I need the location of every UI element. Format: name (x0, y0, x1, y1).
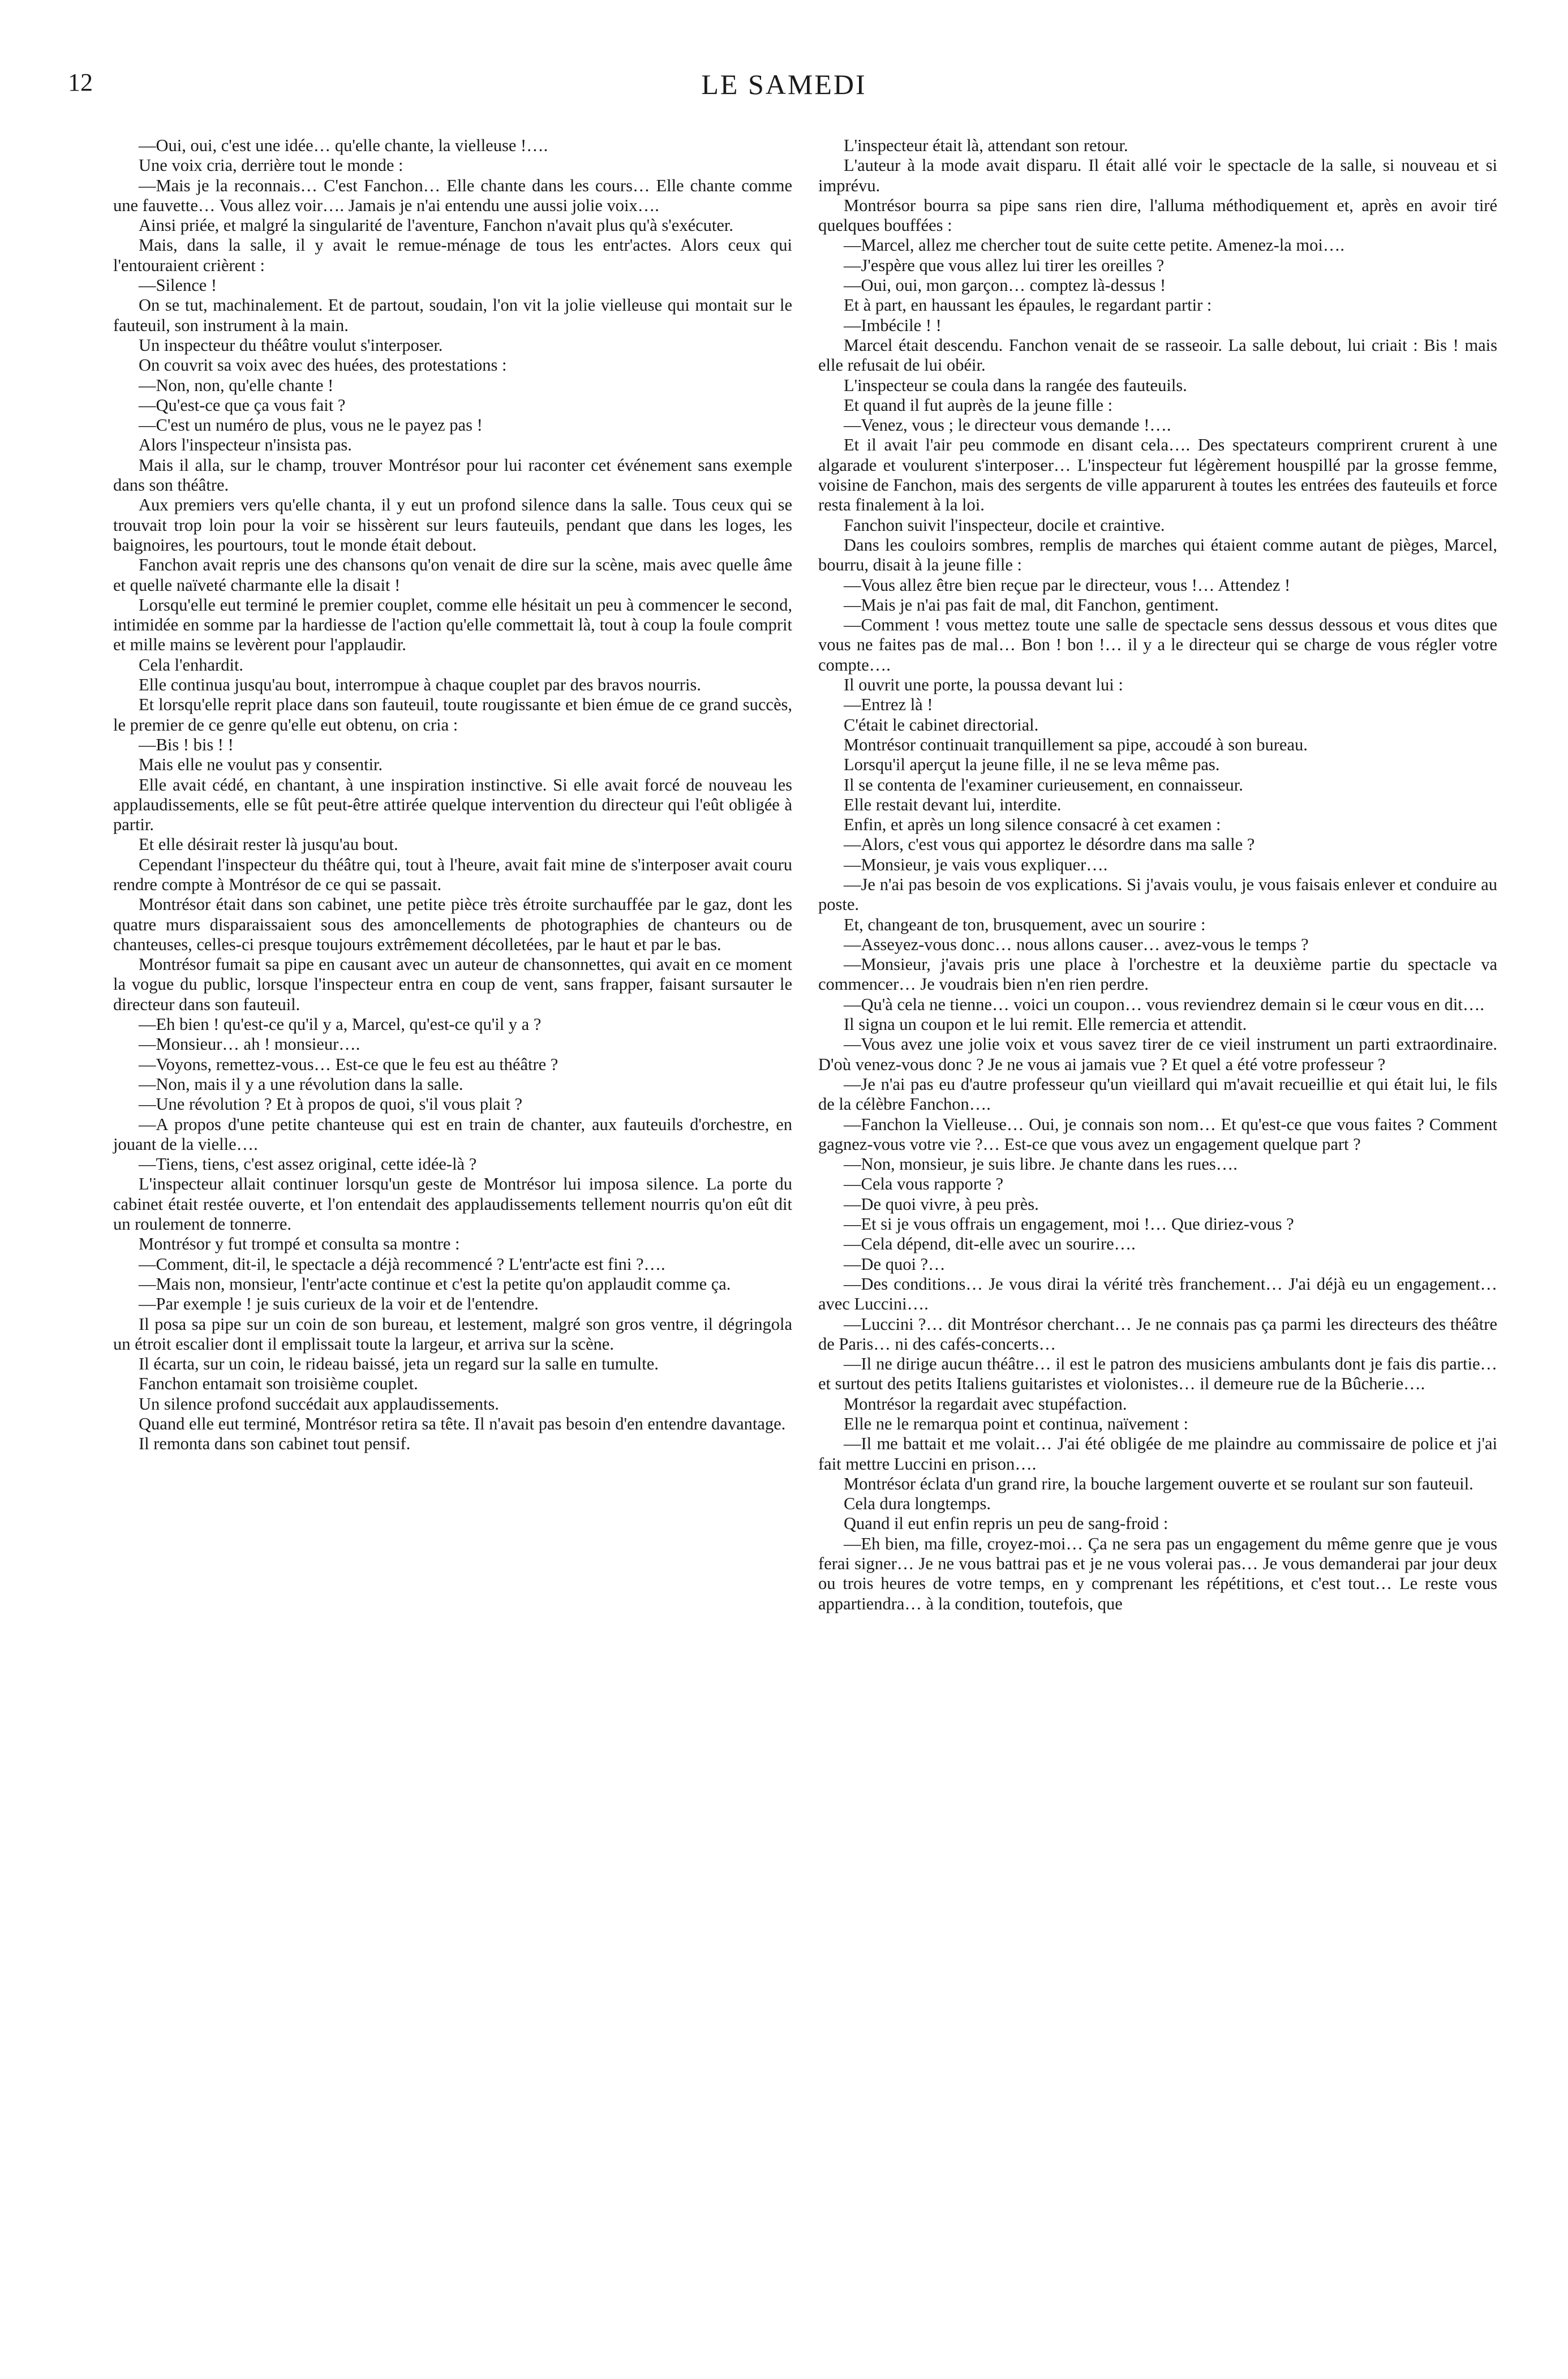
page-header (68, 68, 1500, 108)
paragraph: C'était le cabinet directorial. (844, 715, 1039, 735)
paragraph: Montrésor continuait tranquillement sa pipe, accoudé à son bureau. (844, 735, 1308, 754)
paragraph: —De quoi vivre, à peu près. (844, 1194, 1039, 1214)
paragraph: —Comment, dit-il, le spectacle a déjà recommencé ? L'entr'acte est fini ?…. (139, 1254, 665, 1274)
paragraph: Ainsi priée, et malgré la singularité de l'aventure, Fanchon n'avait plus qu'à s'exécuter. (139, 216, 734, 235)
paragraph: —Alors, c'est vous qui apportez le désordre dans ma salle ? (844, 835, 1255, 854)
paragraph: Montrésor y fut trompé et consulta sa montre : (139, 1234, 460, 1254)
paragraph: Et lorsqu'elle reprit place dans son fauteuil, toute rougissante et bien émue de ce grand succès, le premier de ce genre qu'elle eut obtenu, on cria : (113, 695, 792, 735)
right-column (818, 136, 1497, 1614)
paragraph: Mais, dans la salle, il y avait le remue-ménage de tous les entr'actes. Alors ceux qui l'entouraient crièrent : (113, 235, 792, 275)
paragraph: On se tut, machinalement. Et de partout, soudain, l'on vit la jolie vielleuse qui montait sur le fauteuil, son instrument à la main. (113, 295, 792, 335)
paragraph: —Et si je vous offrais un engagement, moi !… Que diriez-vous ? (844, 1214, 1294, 1234)
paragraph: —Tiens, tiens, c'est assez original, cette idée-là ? (139, 1154, 477, 1174)
paragraph: Dans les couloirs sombres, remplis de marches qui étaient comme autant de pièges, Marcel, bourru, disait à la jeune fille : (818, 535, 1497, 575)
paragraph: —Bis ! bis ! ! (139, 735, 234, 754)
paragraph: L'inspecteur était là, attendant son retour. (844, 136, 1128, 155)
paragraph: —Vous avez une jolie voix et vous savez tirer de ce vieil instrument un parti extraordinaire. D'où venez-vous donc ? Je ne vous ai jamais vue ? Et quel a été votre professeur ? (818, 1034, 1497, 1074)
paragraph: Lorsqu'elle eut terminé le premier couplet, comme elle hésitait un peu à commencer le second, intimidée en somme par la hardiesse de l'action qu'elle commettait là, tout à coup la foule comprit et mille mains se levèrent pour l'applaudir. (113, 595, 792, 655)
paragraph: L'inspecteur allait continuer lorsqu'un geste de Montrésor lui imposa silence. La porte du cabinet était restée ouverte, et l'on entendait des applaudissements tellement nourris qu'on eût dit un roulement de tonnerre. (113, 1174, 792, 1234)
paragraph: Mais il alla, sur le champ, trouver Montrésor pour lui raconter cet événement sans exemple dans son théâtre. (113, 455, 792, 495)
paragraph: Elle ne le remarqua point et continua, naïvement : (844, 1414, 1188, 1433)
paragraph: —Il ne dirige aucun théâtre… il est le patron des musiciens ambulants dont je fais dis partie… et surtout des petits Italiens guitaristes et violonistes… il demeure rue de la Bûcherie…. (818, 1354, 1497, 1394)
paragraph: Fanchon entamait son troisième couplet. (139, 1374, 418, 1394)
paragraph: —J'espère que vous allez lui tirer les oreilles ? (844, 255, 1165, 275)
paragraph: —Monsieur… ah ! monsieur…. (139, 1034, 360, 1054)
paragraph: Quand il eut enfin repris un peu de sang-froid : (844, 1514, 1169, 1534)
paragraph: —Imbécile ! ! (844, 315, 942, 335)
paragraph: Fanchon avait repris une des chansons qu'on venait de dire sur la scène, mais avec quelle âme et quelle naïveté charmante elle la disait ! (113, 555, 792, 595)
paragraph: —Je n'ai pas besoin de vos explications. Si j'avais voulu, je vous faisais enlever et conduire au poste. (818, 874, 1497, 914)
page-number: 12 (68, 68, 93, 96)
paragraph: Cependant l'inspecteur du théâtre qui, tout à l'heure, avait fait mine de s'interposer avait couru rendre compte à Montrésor de ce qui se passait. (113, 854, 792, 894)
paragraph: —Je n'ai pas eu d'autre professeur qu'un vieillard qui m'avait recueillie et qui était lui, le fils de la célèbre Fanchon…. (818, 1074, 1497, 1114)
paragraph: Mais elle ne voulut pas y consentir. (139, 755, 383, 775)
paragraph: Il ouvrit une porte, la poussa devant lui : (844, 675, 1123, 695)
paragraph: —Voyons, remettez-vous… Est-ce que le feu est au théâtre ? (139, 1054, 559, 1074)
paragraph: Il écarta, sur un coin, le rideau baissé, jeta un regard sur la salle en tumulte. (139, 1354, 659, 1374)
paragraph: Montrésor la regardait avec stupéfaction. (844, 1394, 1127, 1414)
paragraph: —Mais non, monsieur, l'entr'acte continue et c'est la petite qu'on applaudit comme ça. (139, 1274, 731, 1294)
paragraph: Lorsqu'il aperçut la jeune fille, il ne se leva même pas. (844, 755, 1220, 775)
running-title: LE SAMEDI (701, 68, 867, 100)
paragraph: —Qu'à cela ne tienne… voici un coupon… vous reviendrez demain si le cœur vous en dit…. (844, 994, 1484, 1014)
paragraph: Elle continua jusqu'au bout, interrompue à chaque couplet par des bravos nourris. (139, 675, 701, 695)
paragraph: —Comment ! vous mettez toute une salle de spectacle sens dessus dessous et vous dites que vous ne faites pas de mal… Bon ! bon !… il y a le directeur qui se charge de vous régler votre compte…. (818, 615, 1497, 675)
paragraph: Cela dura longtemps. (844, 1494, 991, 1514)
paragraph: Une voix cria, derrière tout le monde : (139, 156, 403, 175)
paragraph: —Cela dépend, dit-elle avec un sourire…. (844, 1234, 1136, 1254)
paragraph: —Monsieur, je vais vous expliquer…. (844, 854, 1108, 874)
paragraph: Et il avait l'air peu commode en disant cela…. Des spectateurs comprirent crurent à une algarade et voulurent s'interposer… L'inspecteur fut légèrement houspillé par la grosse femme, voisine de Fanchon, mais des sergents de ville apparurent à toutes les entrées des fauteuils et force resta finalement à la loi. (818, 435, 1497, 515)
paragraph: —Luccini ?… dit Montrésor cherchant… Je ne connais pas ça parmi les directeurs des théâtre de Paris… ni des cafés-concerts… (818, 1314, 1497, 1354)
paragraph: Enfin, et après un long silence consacré à cet examen : (844, 815, 1221, 835)
paragraph: Et, changeant de ton, brusquement, avec un sourire : (844, 914, 1206, 934)
paragraph: Marcel était descendu. Fanchon venait de se rasseoir. La salle debout, lui criait : Bis ! mais elle refusait de lui obéir. (818, 335, 1497, 375)
left-column (113, 136, 792, 1454)
paragraph: —Monsieur, j'avais pris une place à l'orchestre et la deuxième partie du spectacle va commencer… Je voudrais bien n'en rien perdre. (818, 955, 1497, 994)
paragraph: —Oui, oui, mon garçon… comptez là-dessus ! (844, 276, 1166, 295)
paragraph: Et elle désirait rester là jusqu'au bout. (139, 835, 398, 854)
paragraph: Il signa un coupon et le lui remit. Elle remercia et attendit. (844, 1015, 1247, 1034)
paragraph: Elle avait cédé, en chantant, à une inspiration instinctive. Si elle avait forcé de nouveau les applaudissements, elle se fût peut-être attirée quelque intervention du directeur qui l'eût obligée à partir. (113, 775, 792, 835)
paragraph: —Eh bien, ma fille, croyez-moi… Ça ne sera pas un engagement du même genre que je vous ferai signer… Je ne vous battrai pas et je ne vous volerai pas… Je vous demanderai par jour deux ou trois heures de votre temps, en y comprenant les répétitions, et c'est tout… Le reste vous appartiendra… à la condition, toutefois, que (818, 1534, 1497, 1613)
paragraph: Aux premiers vers qu'elle chanta, il y eut un profond silence dans la salle. Tous ceux qui se trouvait trop loin pour la voir se hissèrent sur leurs fauteuils, pendant que dans les loges, les baignoires, les pourtours, tout le monde était debout. (113, 495, 792, 555)
paragraph: —Non, mais il y a une révolution dans la salle. (139, 1074, 463, 1094)
paragraph: —Mais je n'ai pas fait de mal, dit Fanchon, gentiment. (844, 595, 1219, 615)
paragraph: —Il me battait et me volait… J'ai été obligée de me plaindre au commissaire de police et j'ai fait mettre Luccini en prison…. (818, 1434, 1497, 1474)
paragraph: On couvrit sa voix avec des huées, des protestations : (139, 355, 507, 375)
paragraph: Elle restait devant lui, interdite. (844, 795, 1062, 814)
paragraph: —Non, monsieur, je suis libre. Je chante dans les rues…. (844, 1154, 1238, 1174)
paragraph: —Eh bien ! qu'est-ce qu'il y a, Marcel, qu'est-ce qu'il y a ? (139, 1015, 542, 1034)
paragraph: Montrésor fumait sa pipe en causant avec un auteur de chansonnettes, qui avait en ce moment la vogue du public, lorsque l'inspecteur entra en coup de vent, sans frapper, faisant sursauter le directeur dans son fauteuil. (113, 955, 792, 1014)
paragraph: Il remonta dans son cabinet tout pensif. (139, 1434, 411, 1454)
paragraph: —Cela vous rapporte ? (844, 1174, 1004, 1194)
paragraph: —Des conditions… Je vous dirai la vérité très franchement… J'ai déjà eu un engagement… avec Luccini…. (818, 1274, 1497, 1314)
paragraph: L'auteur à la mode avait disparu. Il était allé voir le spectacle de la salle, si nouveau et si imprévu. (818, 156, 1497, 195)
paragraph: Montrésor bourra sa pipe sans rien dire, l'alluma méthodiquement et, après en avoir tiré quelques bouffées : (818, 195, 1497, 235)
paragraph: L'inspecteur se coula dans la rangée des fauteuils. (844, 375, 1187, 395)
paragraph: —Par exemple ! je suis curieux de la voir et de l'entendre. (139, 1294, 539, 1314)
paragraph: —Silence ! (139, 276, 217, 295)
paragraph: —De quoi ?… (844, 1254, 946, 1274)
paragraph: —Venez, vous ; le directeur vous demande !…. (844, 415, 1171, 435)
paragraph: Quand elle eut terminé, Montrésor retira sa tête. Il n'avait pas besoin d'en entendre davantage. (139, 1414, 786, 1433)
paragraph: Cela l'enhardit. (139, 655, 244, 675)
paragraph: —Entrez là ! (844, 695, 933, 715)
paragraph: —Fanchon la Vielleuse… Oui, je connais son nom… Et qu'est-ce que vous faites ? Comment gagnez-vous votre vie ?… Est-ce que vous avez un engagement quelque part ? (818, 1114, 1497, 1154)
paragraph: Et à part, en haussant les épaules, le regardant partir : (844, 295, 1212, 315)
paragraph: —A propos d'une petite chanteuse qui est en train de chanter, aux fauteuils d'orchestre, en jouant de la vielle…. (113, 1114, 792, 1154)
paragraph: —Une révolution ? Et à propos de quoi, s'il vous plait ? (139, 1094, 523, 1114)
paragraph: Et quand il fut auprès de la jeune fille : (844, 395, 1113, 415)
paragraph: —Vous allez être bien reçue par le directeur, vous !… Attendez ! (844, 575, 1291, 595)
paragraph: Alors l'inspecteur n'insista pas. (139, 435, 352, 455)
paragraph: Un silence profond succédait aux applaudissements. (139, 1394, 499, 1414)
paragraph: —Marcel, allez me chercher tout de suite cette petite. Amenez-la moi…. (844, 235, 1344, 255)
paragraph: —Non, non, qu'elle chante ! (139, 375, 334, 395)
paragraph: —Asseyez-vous donc… nous allons causer… avez-vous le temps ? (844, 934, 1309, 954)
paragraph: Il posa sa pipe sur un coin de son bureau, et lestement, malgré son gros ventre, il dégringola un étroit escalier dont il emplissait toute la largeur, et arriva sur la scène. (113, 1314, 792, 1354)
paragraph: Il se contenta de l'examiner curieusement, en connaisseur. (844, 775, 1243, 795)
paragraph: —Oui, oui, c'est une idée… qu'elle chante, la vielleuse !…. (139, 136, 548, 155)
paragraph: —Mais je la reconnais… C'est Fanchon… Elle chante dans les cours… Elle chante comme une fauvette… Vous allez voir…. Jamais je n'ai entendu une aussi jolie voix…. (113, 175, 792, 215)
paragraph: Montrésor était dans son cabinet, une petite pièce très étroite surchauffée par le gaz, dont les quatre murs disparaissaient sous des amoncellements de photographies de chanteurs ou de chanteuses, celles-ci presque toujours extrêmement décolletées, par le haut et par le bas. (113, 895, 792, 954)
paragraph: Montrésor éclata d'un grand rire, la bouche largement ouverte et se roulant sur son fauteuil. (844, 1474, 1474, 1493)
paragraph: Un inspecteur du théâtre voulut s'interposer. (139, 335, 443, 355)
paragraph: Fanchon suivit l'inspecteur, docile et craintive. (844, 515, 1165, 535)
paragraph: —Qu'est-ce que ça vous fait ? (139, 395, 346, 415)
paragraph: —C'est un numéro de plus, vous ne le payez pas ! (139, 415, 483, 435)
